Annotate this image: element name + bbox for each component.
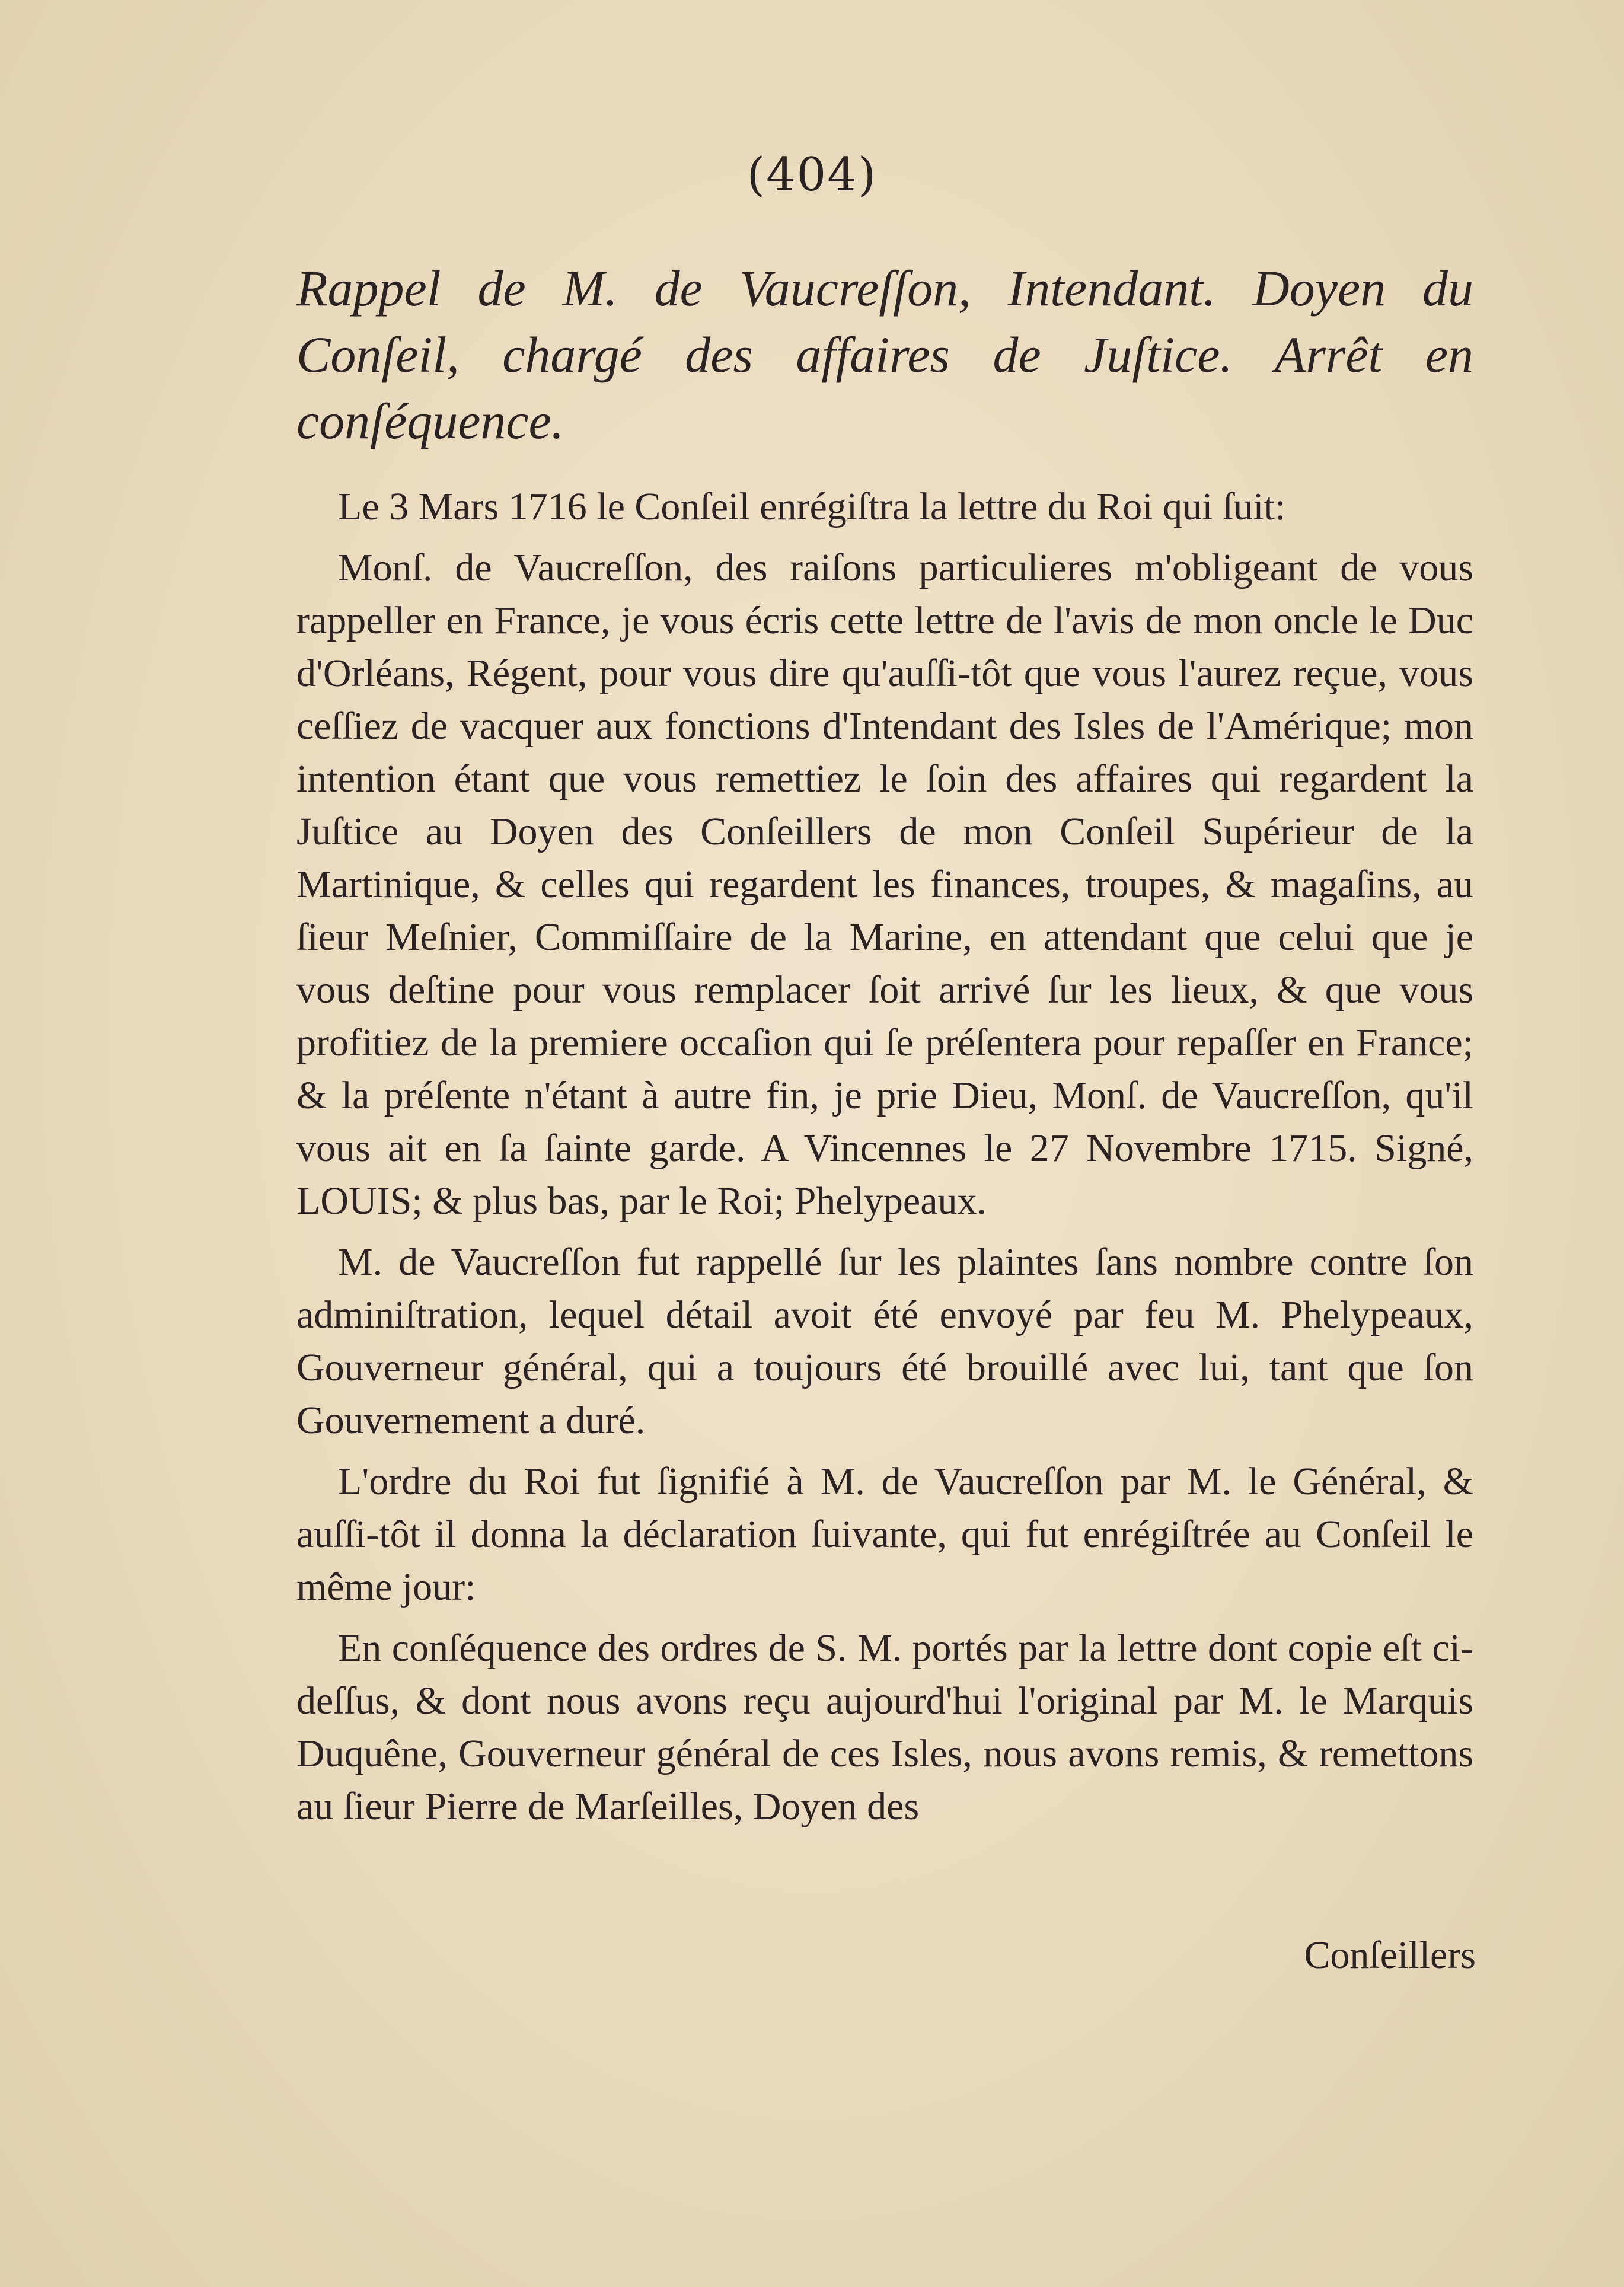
paragraph-royal-letter: Monſ. de Vaucreſſon, des raiſons particulieres m'obligeant de vous rappeller en France, je vous écris cette lettre de l'avis de mon oncle le Duc d'Orléans, Régent, pour vous dire qu'auſſi-tôt que vous l'aurez reçue, vous ceſſiez de vacquer aux fonctions d'Intendant des Isles de l'Amérique; mon intention étant que vous remettiez le ſoin des affaires qui regardent la Juſtice au Doyen des Conſeillers de mon Conſeil Supérieur de la Martinique, & celles qui regardent les finances, troupes, & magaſins, au ſieur Meſnier, Commiſſaire de la Marine, en attendant que celui que je vous deſtine pour vous remplacer ſoit arrivé ſur les lieux, & que vous profitiez de la premiere occaſion qui ſe préſentera pour repaſſer en France; & la préſente n'étant à autre fin, je prie Dieu, Monſ. de Vaucreſſon, qu'il vous ait en ſa ſainte garde. A Vincennes le 27 Novembre 1715. Signé, LOUIS; & plus bas, par le Roi; Phelypeaux. (296, 546, 1473, 1223)
catchword: Conſeillers (1304, 1934, 1476, 1977)
body-text (296, 480, 1473, 1841)
paragraph-intro: Le 3 Mars 1716 le Conſeil enrégiſtra la lettre du Roi qui ſuit: (338, 485, 1286, 528)
section-heading: Rappel de M. de Vaucreſſon, Intendant. Doyen du Conſeil, chargé des affaires de Juſtice. Arrêt en conſéquence. (296, 260, 1473, 449)
page-number: (404) (746, 148, 878, 202)
paragraph-declaration: En conſéquence des ordres de S. M. portés par la lettre dont copie eſt ci-deſſus, & dont nous avons reçu aujourd'hui l'original par M. le Marquis Duquêne, Gouverneur général de ces Isles, nous avons remis, & remettons au ſieur Pierre de Marſeilles, Doyen des (296, 1626, 1473, 1828)
paragraph-order-signified: L'ordre du Roi fut ſignifié à M. de Vaucreſſon par M. le Général, & auſſi-tôt il donna la déclaration ſuivante, qui fut enrégiſtrée au Conſeil le même jour: (296, 1460, 1473, 1609)
paragraph-recall-reason: M. de Vaucreſſon fut rappellé ſur les plaintes ſans nombre contre ſon adminiſtration, lequel détail avoit été envoyé par feu M. Phelypeaux, Gouverneur général, qui a toujours été brouillé avec lui, tant que ſon Gouvernement a duré. (296, 1240, 1473, 1442)
